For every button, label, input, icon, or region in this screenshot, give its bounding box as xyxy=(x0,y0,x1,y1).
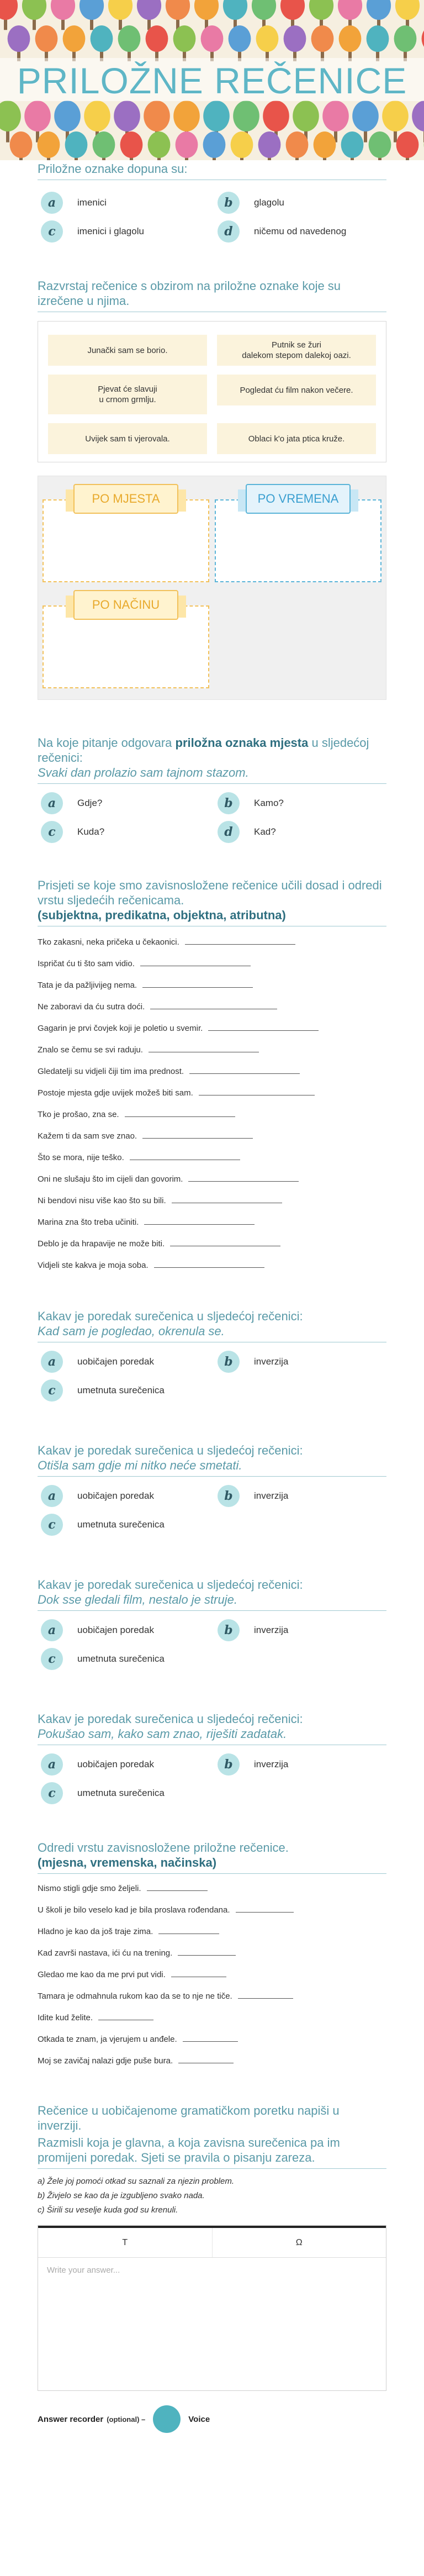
fill-line xyxy=(38,1144,386,1166)
answer-blank[interactable] xyxy=(178,1955,236,1956)
option-label: uobičajen poredak xyxy=(77,1490,154,1501)
option-label: imenici i glagolu xyxy=(77,226,144,236)
option-label: inverzija xyxy=(254,1759,289,1769)
tree-crown xyxy=(293,101,319,131)
line-sentence: Hladno je kao da još traje zima. xyxy=(38,1927,153,1936)
tree-crown xyxy=(144,101,170,131)
line-sentence: U školi je bilo veselo kad je bila proslava rođendana. xyxy=(38,1905,230,1915)
question-subtitle: (mjesna, vremenska, načinska) xyxy=(38,1856,217,1869)
tree-crown xyxy=(173,25,196,52)
order-question xyxy=(38,1309,386,1402)
tree-crown xyxy=(369,131,391,158)
draggable-sentence[interactable]: Pogledat ću film nakon večere. xyxy=(217,375,376,405)
sort-items-box xyxy=(38,321,386,462)
option-letter: c xyxy=(41,821,63,843)
divider xyxy=(38,1610,386,1611)
option-c[interactable] xyxy=(41,220,218,243)
line-sentence: Što se mora, nije teško. xyxy=(38,1153,124,1162)
line-sentence: Idite kud želite. xyxy=(38,2013,93,2022)
option-letter: c xyxy=(41,1648,63,1670)
question-title: Priložne oznake dopuna su: xyxy=(38,162,188,176)
question-title xyxy=(38,735,386,765)
fill-line xyxy=(38,1897,386,1918)
answer-editor xyxy=(38,2225,386,2391)
draggable-sentence[interactable]: Pjevat će slavuji u crnom grmlju. xyxy=(48,375,207,414)
fill-line xyxy=(38,2047,386,2069)
fill-line xyxy=(38,1209,386,1230)
category-label: PO MJESTA xyxy=(73,484,178,514)
answer-blank[interactable] xyxy=(147,1890,208,1891)
divider xyxy=(38,1476,386,1477)
tree-crown xyxy=(314,131,336,158)
tree-crown xyxy=(65,131,88,158)
draggable-sentence[interactable]: Oblaci k'o jata ptica kruže. xyxy=(217,423,376,454)
divider xyxy=(38,2168,386,2169)
fill-line xyxy=(38,2004,386,2026)
option-c[interactable] xyxy=(41,820,218,844)
option-label: uobičajen poredak xyxy=(77,1759,154,1769)
tree-crown xyxy=(412,101,424,131)
tree-crown xyxy=(120,131,143,158)
fill-line xyxy=(38,972,386,993)
tree-crown xyxy=(93,131,115,158)
tree-crown xyxy=(229,25,251,52)
tree-crown xyxy=(396,131,419,158)
fill-line xyxy=(38,1875,386,1897)
fill-line xyxy=(38,1940,386,1961)
option-a[interactable] xyxy=(41,1753,218,1776)
tree-crown xyxy=(422,25,424,52)
option-c[interactable] xyxy=(41,1513,218,1536)
tree-crown xyxy=(118,25,141,52)
option-b[interactable] xyxy=(218,792,386,815)
question-2 xyxy=(38,278,386,700)
fill-line xyxy=(38,993,386,1015)
tree-crown xyxy=(252,0,276,20)
option-a[interactable] xyxy=(41,1619,218,1642)
fill-line xyxy=(38,1058,386,1079)
recorder-label: Answer recorder xyxy=(38,2414,104,2424)
divider xyxy=(38,1873,386,1874)
fill-line xyxy=(38,1252,386,1273)
tree-crown xyxy=(233,101,259,131)
fill-lines xyxy=(38,929,386,1273)
tree-crown xyxy=(108,0,132,20)
page-title: PRILOŽNE REČENICE xyxy=(17,60,407,101)
question-1 xyxy=(38,160,386,243)
option-a[interactable] xyxy=(41,792,218,815)
option-letter: a xyxy=(41,1619,63,1641)
fill-line xyxy=(38,950,386,972)
question-sentence: Kad sam je pogledao, okrenula se. xyxy=(38,1324,225,1338)
option-letter: b xyxy=(218,1485,240,1507)
recorder-voice-label: Voice xyxy=(188,2414,210,2424)
question-sentence: Pokušao sam, kako sam znao, riješiti zadatak. xyxy=(38,1727,287,1741)
line-sentence: Vidjeli ste kakva je moja soba. xyxy=(38,1261,149,1270)
option-letter: b xyxy=(218,192,240,214)
option-label: umetnuta surečenica xyxy=(77,1653,165,1664)
question-title: Kakav je poredak surečenica u sljedećoj rečenici: xyxy=(38,1444,303,1457)
fill-line xyxy=(38,1187,386,1209)
question-sentence: Svaki dan prolazio sam tajnom stazom. xyxy=(38,766,249,779)
option-letter: c xyxy=(41,220,63,243)
option-letter: b xyxy=(218,1753,240,1776)
line-sentence: Kad završi nastava, ići ću na trening. xyxy=(38,1948,173,1958)
option-label: uobičajen poredak xyxy=(77,1356,154,1367)
option-letter: a xyxy=(41,792,63,814)
option-letter: c xyxy=(41,1379,63,1402)
tree-crown xyxy=(194,0,219,20)
line-sentence: Deblo je da hrapavije ne može biti. xyxy=(38,1239,165,1249)
tree-crown xyxy=(176,131,198,158)
tree-crown xyxy=(263,101,289,131)
special-characters-button[interactable]: Ω xyxy=(295,2237,303,2247)
option-letter: b xyxy=(218,792,240,814)
category-label: PO VREMENA xyxy=(246,484,351,514)
title-emphasis: priložna oznaka mjesta xyxy=(175,736,309,750)
sentence-c: c) Širili su veselje kuda god su krenuli. xyxy=(38,2205,178,2215)
question-title: Prisjeti se koje smo zavisnosložene rečenice učili dosad i odredi vrstu sljedećih rečenicama. xyxy=(38,878,382,907)
option-label: umetnuta surečenica xyxy=(77,1385,165,1395)
category-po-mjesta xyxy=(43,484,209,582)
answer-blank[interactable] xyxy=(208,1030,319,1031)
option-letter: b xyxy=(218,1351,240,1373)
option-label: uobičajen poredak xyxy=(77,1625,154,1635)
tree-crown xyxy=(114,101,140,131)
order-question xyxy=(38,1711,386,1805)
fill-lines xyxy=(38,1875,386,2069)
question-4 xyxy=(38,878,386,1273)
line-sentence: Ispričat ću ti što sam vidio. xyxy=(38,959,135,968)
title-part: Na koje pitanje odgovara xyxy=(38,736,176,750)
option-c[interactable] xyxy=(41,1379,218,1402)
tree-crown xyxy=(0,0,18,20)
line-sentence: Ne zaboravi da ću sutra doći. xyxy=(38,1002,145,1012)
question-title: Kakav je poredak surečenica u sljedećoj rečenici: xyxy=(38,1712,303,1726)
answer-blank[interactable] xyxy=(142,1138,253,1139)
tree-crown xyxy=(256,25,279,52)
option-letter: a xyxy=(41,1485,63,1507)
option-a[interactable] xyxy=(41,1484,218,1508)
question-title: Odredi vrstu zavisnosložene priložne rečenice. xyxy=(38,1841,289,1855)
tree-crown xyxy=(352,101,379,131)
question-title: Kakav je poredak surečenica u sljedećoj rečenici: xyxy=(38,1578,303,1592)
option-label: Gdje? xyxy=(77,798,103,808)
line-sentence: Otkada te znam, ja vjerujem u anđele. xyxy=(38,2035,177,2044)
header-banner xyxy=(0,0,424,160)
option-label: inverzija xyxy=(254,1625,289,1635)
answer-input[interactable] xyxy=(38,2258,386,2389)
category-po-nacinu xyxy=(43,590,209,688)
sentence-a: a) Žele joj pomoći otkad su saznali za njezin problem. xyxy=(38,2177,235,2186)
fill-line xyxy=(38,929,386,950)
line-sentence: Tata je da pažljivijeg nema. xyxy=(38,981,137,990)
editor-toolbar xyxy=(38,2226,386,2258)
tree-crown xyxy=(173,101,200,131)
fill-line xyxy=(38,1166,386,1187)
tree-crown xyxy=(146,25,168,52)
tree-crown xyxy=(84,101,110,131)
option-letter: a xyxy=(41,1351,63,1373)
answer-blank[interactable] xyxy=(238,1998,293,1999)
order-questions xyxy=(38,1309,386,1805)
option-label: Kad? xyxy=(254,826,276,837)
line-sentence: Tko zakasni, neka pričeka u čekaonici. xyxy=(38,937,179,947)
option-b[interactable] xyxy=(218,191,386,214)
fill-line xyxy=(38,1230,386,1252)
tree-crown xyxy=(284,25,306,52)
question-9 xyxy=(38,1840,386,2069)
answer-recorder xyxy=(38,2405,386,2433)
option-b[interactable] xyxy=(218,1350,386,1373)
tree-crown xyxy=(367,0,391,20)
option-letter: d xyxy=(218,821,240,843)
question-subtitle: (subjektna, predikatna, objektna, atributna) xyxy=(38,908,286,922)
tree-crown xyxy=(286,131,309,158)
fill-line xyxy=(38,1961,386,1983)
tree-crown xyxy=(80,0,104,20)
order-question xyxy=(38,1577,386,1671)
tree-crown xyxy=(280,0,305,20)
option-b[interactable] xyxy=(218,1619,386,1642)
fill-line xyxy=(38,1015,386,1036)
option-c[interactable] xyxy=(41,1647,218,1671)
line-sentence: Tko je prošao, zna se. xyxy=(38,1110,119,1119)
record-button[interactable] xyxy=(153,2405,181,2433)
tree-crown xyxy=(394,25,417,52)
tree-crown xyxy=(341,131,364,158)
line-sentence: Gledatelji su vidjeli čiji tim ima prednost. xyxy=(38,1067,184,1076)
tree-crown xyxy=(91,25,113,52)
answer-blank[interactable] xyxy=(154,1267,264,1268)
line-sentence: Moj se zavičaj nalazi gdje puše bura. xyxy=(38,2056,173,2066)
tree-crown xyxy=(322,101,349,131)
line-sentence: Oni ne slušaju što im cijeli dan govorim. xyxy=(38,1174,183,1184)
option-b[interactable] xyxy=(218,1484,386,1508)
option-d[interactable] xyxy=(218,220,386,243)
line-sentence: Znalo se čemu se svi raduju. xyxy=(38,1045,143,1055)
line-sentence: Marina zna što treba učiniti. xyxy=(38,1218,139,1227)
tree-crown xyxy=(63,25,86,52)
line-sentence: Tamara je odmahnula rukom kao da se to nje ne tiče. xyxy=(38,1992,232,2001)
recorder-optional: (optional) – xyxy=(107,2415,146,2424)
tree-crown xyxy=(22,0,46,20)
question-10 xyxy=(38,2103,386,2433)
option-label: inverzija xyxy=(254,1490,289,1501)
option-label: umetnuta surečenica xyxy=(77,1788,165,1798)
tree-crown xyxy=(10,131,33,158)
tree-crown xyxy=(8,25,30,52)
option-letter: c xyxy=(41,1782,63,1804)
tree-crown xyxy=(201,25,224,52)
line-sentence: Gledao me kao da me prvi put vidi. xyxy=(38,1970,166,1979)
category-label: PO NAČINU xyxy=(73,590,178,620)
question-sentence: Dok sse gledali film, nestalo je struje. xyxy=(38,1593,237,1606)
draggable-sentence[interactable]: Junački sam se borio. xyxy=(48,335,207,366)
title-part: u sljedećoj rečenici: xyxy=(38,736,369,765)
option-a[interactable] xyxy=(41,191,218,214)
tree-crown xyxy=(258,131,281,158)
fill-line xyxy=(38,1079,386,1101)
sentence-b: b) Živjelo se kao da je izgubljeno svako nada. xyxy=(38,2191,205,2200)
category-po-vremena xyxy=(215,484,381,582)
tree-crown xyxy=(148,131,171,158)
question-instruction: Razmisli koja je glavna, a koja zavisna surečenica pa im promijeni poredak. Sjeti se pravila o pisanju zareza. xyxy=(38,2136,340,2164)
question-title: Rečenice u uobičajenome gramatičkom poretku napiši u inverziji. xyxy=(38,2104,340,2132)
option-c[interactable] xyxy=(41,1782,218,1805)
option-label: inverzija xyxy=(254,1356,289,1367)
answer-blank[interactable] xyxy=(125,1116,235,1117)
question-3 xyxy=(38,735,386,844)
line-sentence: Postoje mjesta gdje uvijek možeš biti sam. xyxy=(38,1088,193,1098)
option-label: ničemu od navedenog xyxy=(254,226,347,236)
option-letter: a xyxy=(41,192,63,214)
tree-crown xyxy=(395,0,420,20)
option-d[interactable] xyxy=(218,820,386,844)
fill-line xyxy=(38,1123,386,1144)
category-drop-area xyxy=(38,476,386,700)
answer-blank[interactable] xyxy=(189,1073,300,1074)
order-question xyxy=(38,1443,386,1536)
tree-crown xyxy=(137,0,161,20)
divider xyxy=(38,783,386,784)
option-a[interactable] xyxy=(41,1350,218,1373)
answer-blank[interactable] xyxy=(185,944,295,945)
fill-line xyxy=(38,1918,386,1940)
answer-blank[interactable] xyxy=(188,1181,299,1182)
tree-crown xyxy=(311,25,334,52)
tree-crown xyxy=(367,25,389,52)
text-format-button[interactable]: T xyxy=(38,2228,213,2257)
question-title: Razvrstaj rečenice s obzirom na priložne oznake koje su izrečene u njima. xyxy=(38,279,341,308)
tree-crown xyxy=(51,0,75,20)
draggable-sentence[interactable]: Putnik se žuri dalekom stepom dalekoj oazi. xyxy=(217,335,376,366)
option-label: imenici xyxy=(77,197,107,208)
tree-crown xyxy=(203,101,230,131)
tree-crown xyxy=(54,101,81,131)
tree-crown xyxy=(339,25,362,52)
line-sentence: Nismo stigli gdje smo željeli. xyxy=(38,1884,141,1893)
fill-line xyxy=(38,1036,386,1058)
option-letter: c xyxy=(41,1514,63,1536)
tree-crown xyxy=(382,101,409,131)
question-sentence: Otišla sam gdje mi nitko neće smetati. xyxy=(38,1458,242,1472)
answer-blank[interactable] xyxy=(142,987,253,988)
option-letter: a xyxy=(41,1753,63,1776)
question-title: Kakav je poredak surečenica u sljedećoj rečenici: xyxy=(38,1309,303,1323)
option-label: umetnuta surečenica xyxy=(77,1519,165,1530)
option-letter: b xyxy=(218,1619,240,1641)
answer-blank[interactable] xyxy=(236,1912,294,1913)
option-label: Kuda? xyxy=(77,826,105,837)
fill-line xyxy=(38,1101,386,1123)
tree-crown xyxy=(309,0,333,20)
line-sentence: Kažem ti da sam sve znao. xyxy=(38,1131,137,1141)
option-letter: d xyxy=(218,220,240,243)
draggable-sentence[interactable]: Uvijek sam ti vjerovala. xyxy=(48,423,207,454)
tree-crown xyxy=(35,25,58,52)
tree-crown xyxy=(0,101,21,131)
tree-crown xyxy=(223,0,247,20)
sentence-list xyxy=(38,2174,386,2217)
tree-crown xyxy=(166,0,190,20)
fill-line xyxy=(38,1983,386,2004)
option-b[interactable] xyxy=(218,1753,386,1776)
tree-crown xyxy=(24,101,51,131)
tree-crown xyxy=(338,0,362,20)
option-label: Kamo? xyxy=(254,798,284,808)
tree-crown xyxy=(231,131,253,158)
tree-crown xyxy=(38,131,60,158)
fill-line xyxy=(38,2026,386,2047)
line-sentence: Gagarin je prvi čovjek koji je poletio u svemir. xyxy=(38,1024,203,1033)
tree-crown xyxy=(203,131,226,158)
option-label: glagolu xyxy=(254,197,284,208)
answer-blank[interactable] xyxy=(144,1224,255,1225)
line-sentence: Ni bendovi nisu više kao što su bili. xyxy=(38,1196,166,1205)
answer-blank[interactable] xyxy=(183,2041,238,2042)
